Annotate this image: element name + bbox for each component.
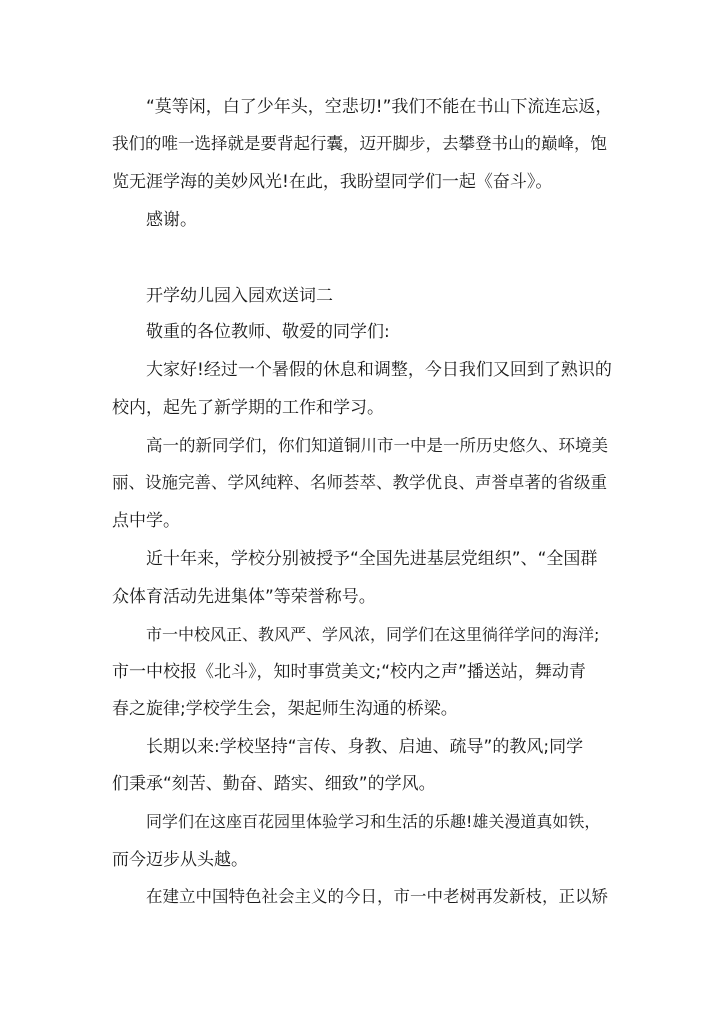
text-line: 丽、设施完善、学风纯粹、名师荟萃、教学优良、声誉卓著的省级重 (112, 473, 607, 492)
section-title: 开学幼儿园入园欢送词二 (146, 286, 333, 306)
text-line: 我们的唯一选择就是要背起行囊，迈开脚步，去攀登书山的巅峰，饱 (112, 134, 607, 153)
text-line: 市一中校报《北斗》，知时事赏美文;“校内之声”播送站，舞动青 (112, 662, 586, 682)
salutation: 敬重的各位教师、敬爱的同学们: (146, 322, 390, 342)
text-line: 览无涯学海的美妙风光!在此，我盼望同学们一起《奋斗》。 (112, 172, 553, 192)
text-line: 在建立中国特色社会主义的今日，市一中老树再发新枝，正以矫 (146, 887, 608, 906)
text-line: 春之旋律;学校学生会，架起师生沟通的桥梁。 (112, 699, 458, 719)
text-line: 校内，起先了新学期的工作和学习。 (112, 398, 384, 418)
text-line: 们秉承“刻苦、勤奋、踏实、细致”的学风。 (112, 774, 436, 794)
text-line: 大家好!经过一个暑假的休息和调整，今日我们又回到了熟识的 (146, 360, 612, 380)
text-line: 近十年来，学校分别被授予“全国先进基层党组织”、“全国群 (146, 549, 598, 569)
text-line: 高一的新同学们，你们知道铜川市一中是一所历史悠久、环境美 (146, 436, 608, 455)
text-line: 众体育活动先进集体”等荣誉称号。 (112, 587, 376, 607)
text-line: 点中学。 (112, 511, 180, 531)
text-line: 长期以来:学校坚持“言传、身教、启迪、疏导”的教风;同学 (146, 737, 584, 757)
text-line: “莫等闲，白了少年头，空悲切!”我们不能在书山下流连忘返， (146, 97, 613, 117)
text-line: 市一中校风正、教风严、学风浓，同学们在这里徜徉学问的海洋; (146, 625, 600, 644)
text-line: 感谢。 (146, 210, 197, 230)
text-line: 同学们在这座百花园里体验学习和生活的乐趣!雄关漫道真如铁， (146, 812, 601, 831)
text-line: 而今迈步从头越。 (112, 850, 248, 870)
